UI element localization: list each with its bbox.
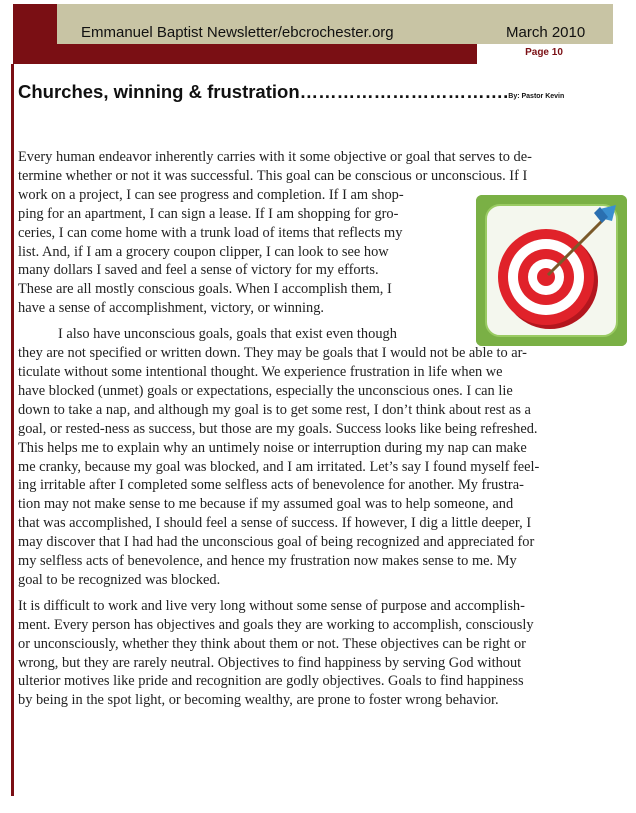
text-line: they are not specified or written down. They may be goals that I would not be able to ar-	[18, 345, 527, 362]
page-number: Page 10	[525, 47, 563, 58]
text-line: termine whether or not it was successful. This goal can be conscious or unconscious. If I	[18, 167, 528, 184]
header-red-bar	[13, 44, 477, 64]
text-line: have blocked (unmet) goals or expectations, especially the unconscious ones. I can lie	[18, 382, 513, 399]
text-line: ulterior motives like pride and recognition are godly objectives. Goals to find happiness	[18, 673, 524, 690]
text-line: goal, or rested-ness as success, but those are my goals. Success looks like being refreshed.	[18, 420, 538, 437]
text-line: list. And, if I am a grocery coupon clipper, I can look to see how	[18, 243, 389, 260]
text-line: wrong, but they are rarely neutral. Objectives to find happiness by serving God without	[18, 654, 522, 671]
text-line: have a sense of accomplishment, victory, or winning.	[18, 300, 324, 317]
text-line: This helps me to explain why an untimely noise or interruption during my nap can make	[18, 439, 527, 456]
header-accent-block	[13, 4, 57, 44]
text-line: down to take a nap, and although my goal is to get some rest, I don’t think about rest as a	[18, 401, 531, 418]
article-body	[18, 148, 630, 717]
text-line: ing irritable after I completed some selfless acts of benevolence for another. My frustra-	[18, 477, 524, 494]
text-line: I also have unconscious goals, goals that exist even though	[58, 326, 397, 343]
issue-date: March 2010	[506, 24, 586, 41]
text-line: me cranky, because my goal was blocked, and I am irritated. Let’s say I found myself feel-	[18, 458, 540, 475]
paragraph-2	[18, 325, 630, 590]
text-line: ping for an apartment, I can sign a lease. If I am shopping for gro-	[18, 205, 399, 222]
text-line: many dollars I saved and feel a sense of victory for my efforts.	[18, 262, 379, 279]
text-line: or unconsciously, whether they think about them or not. These objectives can be right or	[18, 635, 526, 652]
article-byline: By: Pastor Kevin	[508, 93, 565, 100]
text-line: that was accomplished, I should feel a sense of success. If however, I dig a little deeper, I	[18, 515, 532, 532]
text-line: It is difficult to work and live very long without some sense of purpose and accomplish-	[18, 597, 525, 614]
text-line: ticulate without some intentional thought. We experience frustration in life when we	[18, 363, 503, 380]
text-line: ceries, I can come home with a trunk load of items that reflects my	[18, 224, 403, 241]
text-line: work on a project, I can see progress and completion. If I am shop-	[18, 186, 404, 203]
text-line: tion may not make sense to me because if my assumed goal was to help someone, and	[18, 496, 514, 513]
text-line: by being in the spot light, or becoming wealthy, are prone to foster wrong behavior.	[18, 692, 499, 709]
article-title-text: Churches, winning & frustration…………………………….	[18, 81, 509, 102]
text-line: may discover that I had had the unconscious goal of being recognized and appreciated for	[18, 534, 535, 551]
text-line: ment. Every person has objectives and goals they are working to accomplish, consciously	[18, 616, 534, 633]
newsletter-title: Emmanuel Baptist Newsletter/ebcrochester.org	[81, 24, 394, 41]
paragraph-1	[18, 148, 630, 318]
text-line: goal to be recognized was blocked.	[18, 571, 221, 588]
text-line: Every human endeavor inherently carries with it some objective or goal that serves to de-	[18, 149, 532, 165]
paragraph-3	[18, 597, 630, 710]
left-margin-rule	[11, 64, 14, 796]
text-line: my selfless acts of benevolence, and hence my frustration now makes sense to me. My	[18, 553, 517, 570]
text-line: These are all mostly conscious goals. When I accomplish them, I	[18, 281, 392, 298]
article-title	[18, 81, 564, 103]
